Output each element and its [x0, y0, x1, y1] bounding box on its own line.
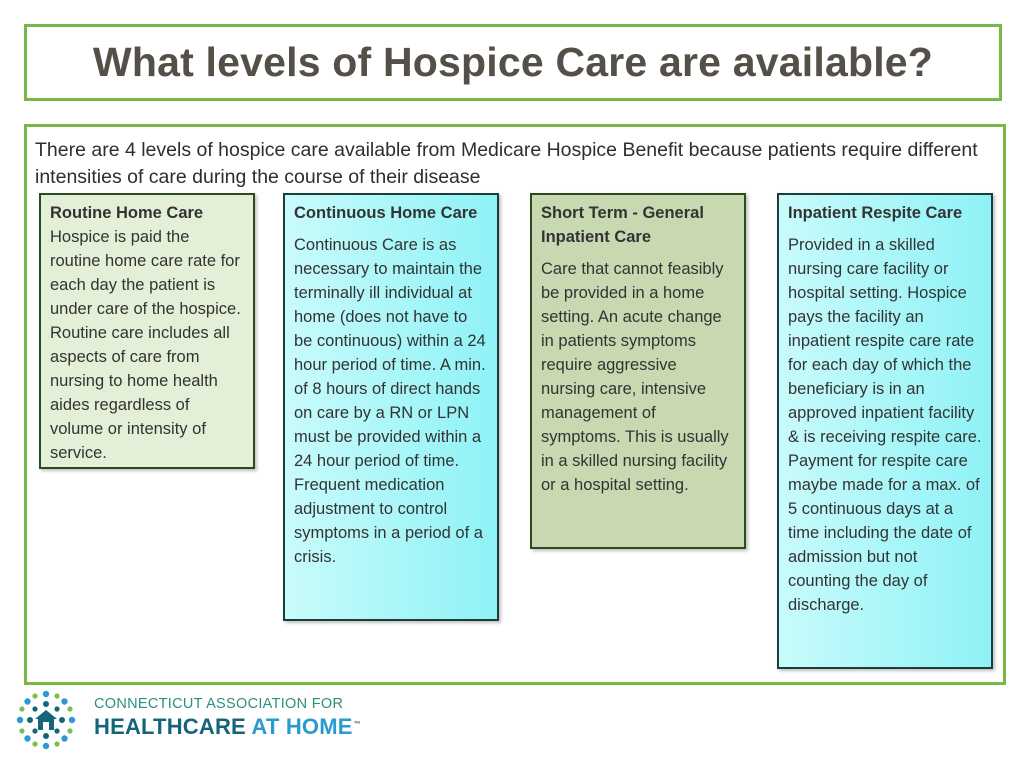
- logo-text-line2: [94, 714, 361, 740]
- card-routine-home-care: [39, 193, 255, 469]
- title-frame: [24, 24, 1002, 101]
- content-frame: [24, 124, 1006, 685]
- card-body: Continuous Care is as necessary to maintain the terminally ill individual at home (does not have to be continuous) within a 24 hour period of time. A min. of 8 hours of direct hands on care by a RN or LPN must be provided within a 24 hour period of time. Frequent medication adjustment to control symptoms in a period of a crisis.: [294, 236, 486, 566]
- card-body: Care that cannot feasibly be provided in a home setting. An acute change in patients symptoms require aggressive nursing care, intensive management of symptoms. This is usually in a skilled nursing facility or a hospital setting.: [541, 260, 729, 494]
- intro-text: There are 4 levels of hospice care available from Medicare Hospice Benefit because patients require different intensities of care during the course of their disease: [35, 139, 978, 188]
- logo-text-line1: CONNECTICUT ASSOCIATION FOR: [94, 696, 344, 712]
- trademark-symbol: ™: [353, 720, 361, 728]
- card-title: Routine Home Care: [50, 204, 204, 222]
- card-title: Short Term - General Inpatient Care: [541, 204, 704, 246]
- card-inpatient-respite-care: [777, 193, 993, 669]
- card-continuous-home-care: [283, 193, 499, 621]
- organization-logo: [16, 690, 361, 754]
- house-in-dots-icon: [16, 690, 76, 750]
- card-title: Continuous Home Care: [294, 204, 478, 222]
- logo-healthcare-text: HEALTHCARE: [94, 714, 246, 739]
- card-body: Provided in a skilled nursing care facility or hospital setting. Hospice pays the facility an inpatient respite care rate for each day of which the beneficiary is in an approved inpatient facility & is receiving respite care. Payment for respite care maybe made for a max. of 5 continuous days at a time including the date of admission but not counting the day of discharge.: [788, 236, 982, 614]
- card-title: Inpatient Respite Care: [788, 204, 963, 222]
- logo-at-home-text: AT HOME: [245, 714, 353, 739]
- card-body: Hospice is paid the routine home care rate for each day the patient is under care of the hospice. Routine care includes all aspects of care from nursing to home health aides regardless of volume or intensity of service.: [50, 228, 241, 462]
- card-general-inpatient-care: [530, 193, 746, 549]
- page-title: What levels of Hospice Care are available?: [92, 39, 934, 85]
